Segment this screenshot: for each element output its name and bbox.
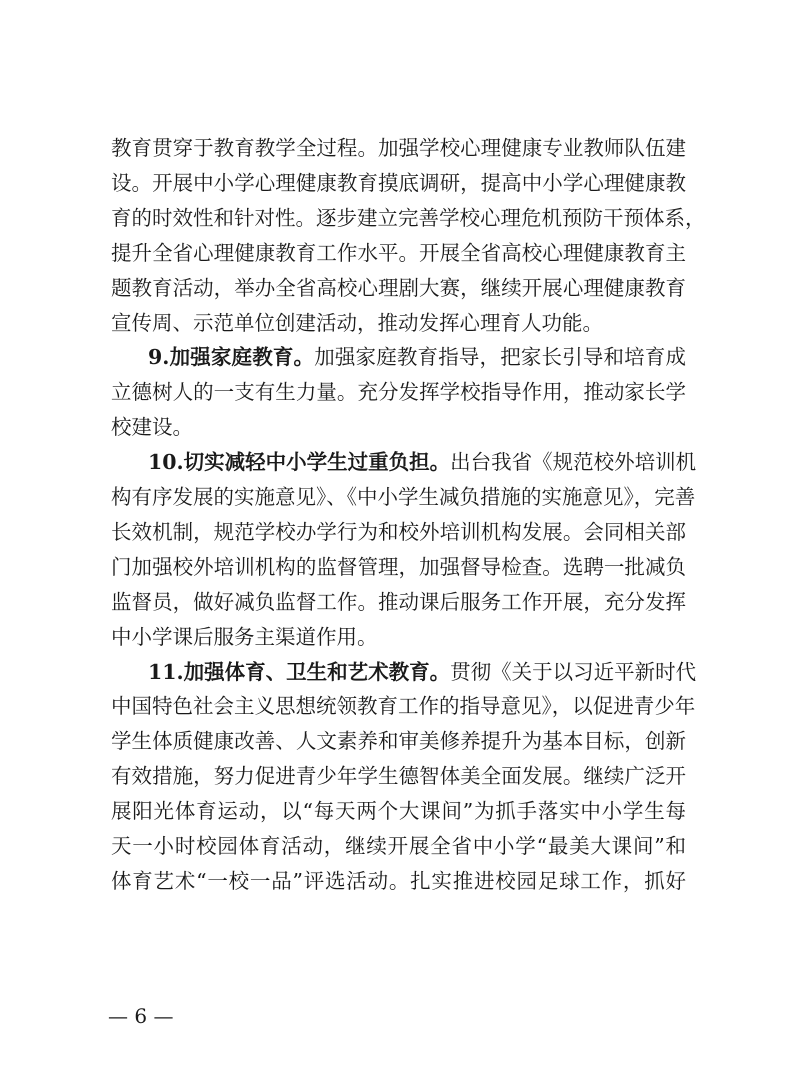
text-segment: 构有序发展的实施意见》、《中小学生减负措施的实施意见》，完善: [111, 485, 696, 509]
section-heading: 10.切实减轻中小学生过重负担。: [148, 450, 451, 475]
text-segment: 门加强校外培训机构的监督管理，加强督导检查。选聘一批减负: [111, 554, 686, 579]
text-segment: 有效措施，努力促进青少年学生德智体美全面发展。继续广泛开: [111, 764, 686, 789]
section-heading: 11.加强体育、卫生和艺术教育。: [148, 659, 451, 684]
text-segment: 监督员，做好减负监督工作。推动课后服务工作开展，充分发挥: [111, 589, 686, 614]
text-segment: 中小学课后服务主渠道作用。: [111, 624, 378, 649]
text-segment: 校建设。: [111, 415, 193, 440]
text-segment: 设。开展中小学心理健康教育摸底调研，提高中小学心理健康教: [111, 170, 686, 195]
text-segment: 育的时效性和针对性。逐步建立完善学校心理危机预防干预体系，: [111, 205, 706, 230]
text-segment: 加强家庭教育指导，把家长引导和培育成: [314, 345, 687, 370]
text-segment: 贯彻《关于以习近平新时代: [450, 659, 697, 684]
text-segment: 教育贯穿于教育教学全过程。加强学校心理健康专业教师队伍建: [111, 136, 686, 160]
text-segment: 中国特色社会主义思想统领教育工作的指导意见》，以促进青少年: [111, 694, 696, 719]
text-line: [111, 861, 686, 901]
page-number: — 6 —: [108, 1004, 174, 1028]
text-segment: 题教育活动，举办全省高校心理剧大赛，继续开展心理健康教育: [111, 275, 686, 300]
text-segment: 立德树人的一支有生力量。充分发挥学校指导作用，推动家长学: [111, 380, 686, 405]
text-segment: 天一小时校园体育活动，继续开展全省中小学“最美大课间”和: [111, 834, 686, 858]
text-segment: 宣传周、示范单位创建活动，推动发挥心理育人功能。: [111, 310, 603, 335]
text-segment: 出台我省《规范校外培训机: [450, 450, 697, 475]
text-segment: 长效机制，规范学校办学行为和校外培训机构发展。会同相关部: [111, 519, 686, 544]
text-segment: 学生体质健康改善、人文素养和审美修养提升为基本目标，创新: [111, 729, 686, 754]
text-segment: 体育艺术“一校一品”评选活动。扎实推进校园足球工作，抓好: [111, 868, 686, 893]
section-heading: 9.加强家庭教育。: [148, 345, 315, 370]
text-segment: 展阳光体育运动，以“每天两个大课间”为抓手落实中小学生每: [111, 799, 686, 824]
text-segment: 提升全省心理健康教育工作水平。开展全省高校心理健康教育主: [111, 240, 686, 265]
